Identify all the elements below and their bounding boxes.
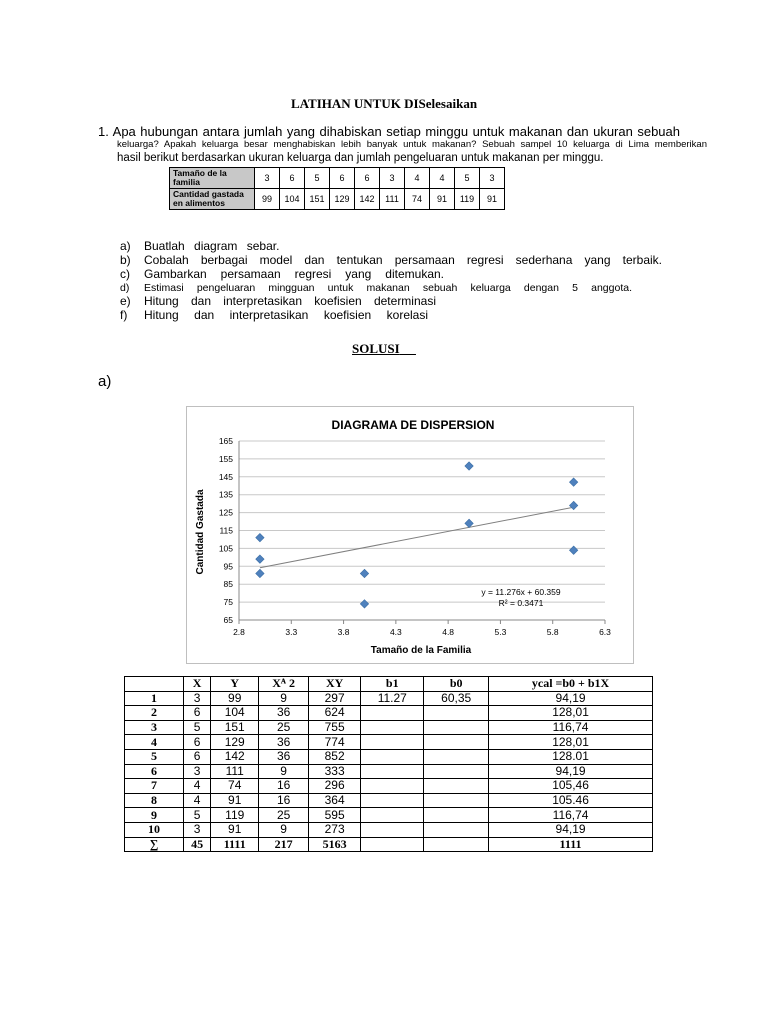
row-number: 10: [125, 822, 184, 837]
table-cell: 5: [184, 720, 211, 735]
table-cell: 74: [211, 779, 259, 794]
y-tick-label: 95: [223, 561, 233, 572]
task-label: c): [120, 267, 130, 281]
data-cell: 6: [330, 168, 355, 189]
table-cell: 45: [184, 837, 211, 852]
x-tick-label: 5.8: [546, 627, 559, 637]
data-cell: 91: [430, 189, 455, 210]
table-cell: [361, 822, 424, 837]
data-cell: 6: [280, 168, 305, 189]
question-number-inline: 1.: [98, 124, 109, 139]
task-d: [120, 282, 664, 294]
table-cell: [361, 720, 424, 735]
solusi-heading: [0, 341, 768, 357]
y-tick-label: 165: [218, 436, 233, 446]
table-cell: 119: [211, 808, 259, 823]
table-cell: [424, 837, 489, 852]
table-cell: ycal =b0 + b1X: [489, 677, 653, 692]
y-tick-label: 125: [218, 507, 233, 518]
table-cell: [361, 735, 424, 750]
table-cell: [361, 706, 424, 721]
row-number: 4: [125, 735, 184, 750]
y-tick-label: 85: [223, 579, 233, 590]
table-cell: Xᴬ 2: [259, 677, 309, 692]
x-tick-label: 6.3: [599, 627, 611, 637]
table-cell: 1111: [489, 837, 653, 852]
table-cell: 105.46: [489, 793, 653, 808]
data-cell: 3: [255, 168, 280, 189]
table-cell: 25: [259, 720, 309, 735]
x-tick-label: 5.3: [494, 627, 507, 637]
row-number: [125, 677, 184, 692]
table-cell: 5163: [309, 837, 361, 852]
data-point: [569, 478, 577, 486]
data-point: [569, 501, 577, 509]
table-cell: b0: [424, 677, 489, 692]
table-cell: [361, 808, 424, 823]
row-number: 5: [125, 749, 184, 764]
table-cell: 105,46: [489, 779, 653, 794]
task-label: f): [120, 308, 128, 322]
chart-ylabel: Cantidad Gastada: [195, 489, 206, 575]
question-line-3: hasil berikut berdasarkan ukuran keluarga dan jumlah pengeluaran untuk makanan per minggu.: [117, 152, 604, 164]
data-point: [360, 600, 368, 608]
table-cell: 142: [211, 749, 259, 764]
scatter-chart-frame: [186, 406, 634, 664]
table-cell: 364: [309, 793, 361, 808]
table-cell: 94,19: [489, 764, 653, 779]
table-cell: 3: [184, 764, 211, 779]
data-cell: 5: [305, 168, 330, 189]
task-f: [120, 308, 664, 322]
table-row: [125, 735, 653, 750]
task-text: Cobalah berbagai model dan tentukan persamaan regresi sederhana yang terbaik.: [144, 253, 662, 267]
data-point: [360, 569, 368, 577]
chart-xlabel: Tamaño de la Familia: [370, 645, 472, 656]
task-b: [120, 253, 664, 267]
table-cell: 4: [184, 793, 211, 808]
solution-table: [124, 676, 653, 852]
row-number: 1: [125, 691, 184, 706]
section-a-label: a): [98, 373, 112, 390]
data-cell: 99: [255, 189, 280, 210]
table-cell: 1111: [211, 837, 259, 852]
table-cell: 624: [309, 706, 361, 721]
table-row: [125, 720, 653, 735]
table-row: [125, 749, 653, 764]
data-point: [569, 546, 577, 554]
task-c: [120, 267, 664, 281]
row-number: 7: [125, 779, 184, 794]
y-tick-label: 155: [218, 453, 233, 464]
question-text-1: Apa hubungan antara jumlah yang dihabiskan setiap minggu untuk makanan dan ukuran sebuah: [112, 124, 680, 139]
data-table: [169, 167, 505, 210]
table-row: [125, 779, 653, 794]
question-line-1: [98, 124, 680, 139]
table-cell: Y: [211, 677, 259, 692]
data-cell: 4: [430, 168, 455, 189]
scatter-chart: [187, 407, 633, 663]
task-label: a): [120, 239, 131, 253]
data-table-label: Cantidad gastada en alimentos: [170, 189, 255, 210]
table-cell: 16: [259, 793, 309, 808]
data-cell: 151: [305, 189, 330, 210]
row-number: 2: [125, 706, 184, 721]
table-cell: 60,35: [424, 691, 489, 706]
task-label: b): [120, 253, 131, 267]
data-point: [256, 533, 264, 541]
table-cell: [361, 793, 424, 808]
task-e: [120, 294, 664, 308]
table-cell: 94,19: [489, 691, 653, 706]
table-cell: X: [184, 677, 211, 692]
data-point: [465, 462, 473, 470]
task-a: [120, 239, 664, 253]
table-cell: 36: [259, 749, 309, 764]
table-sum-row: [125, 837, 653, 852]
table-cell: 297: [309, 691, 361, 706]
table-row: [125, 822, 653, 837]
trendline: [260, 507, 574, 568]
table-cell: 6: [184, 749, 211, 764]
table-cell: 5: [184, 808, 211, 823]
table-cell: 852: [309, 749, 361, 764]
table-cell: 151: [211, 720, 259, 735]
data-cell: 104: [280, 189, 305, 210]
table-cell: [424, 706, 489, 721]
table-cell: 116,74: [489, 720, 653, 735]
table-row: [125, 706, 653, 721]
page-title: LATIHAN UNTUK DISelesaikan: [290, 96, 478, 111]
row-number: 6: [125, 764, 184, 779]
table-cell: 9: [259, 764, 309, 779]
x-tick-label: 3.8: [337, 627, 350, 637]
y-tick-label: 65: [223, 615, 233, 625]
table-cell: 128,01: [489, 706, 653, 721]
y-tick-label: 75: [223, 597, 233, 608]
table-cell: [424, 779, 489, 794]
y-tick-label: 105: [218, 543, 233, 554]
task-text: Estimasi pengeluaran mingguan untuk makanan sebuah keluarga dengan 5 anggota.: [144, 282, 632, 294]
chart-title: DIAGRAMA DE DISPERSION: [331, 418, 495, 432]
table-cell: 3: [184, 691, 211, 706]
table-cell: [424, 793, 489, 808]
table-cell: XY: [309, 677, 361, 692]
table-cell: 94,19: [489, 822, 653, 837]
table-cell: [424, 735, 489, 750]
task-text: Hitung dan interpretasikan koefisien korelasi: [144, 308, 428, 322]
data-cell: 6: [355, 168, 380, 189]
table-cell: [424, 764, 489, 779]
row-number: ∑: [125, 837, 184, 852]
task-label: d): [120, 282, 130, 294]
row-number: 8: [125, 793, 184, 808]
table-cell: 273: [309, 822, 361, 837]
table-row: [125, 808, 653, 823]
trendline-equation: y = 11.276x + 60.359: [481, 587, 561, 597]
table-cell: 595: [309, 808, 361, 823]
table-cell: [361, 779, 424, 794]
table-cell: [361, 749, 424, 764]
y-tick-label: 115: [219, 525, 233, 536]
data-cell: 4: [405, 168, 430, 189]
data-cell: 3: [380, 168, 405, 189]
table-cell: [424, 808, 489, 823]
table-cell: 755: [309, 720, 361, 735]
data-cell: 129: [330, 189, 355, 210]
table-cell: 16: [259, 779, 309, 794]
table-cell: [424, 720, 489, 735]
table-cell: 91: [211, 822, 259, 837]
data-cell: 111: [380, 189, 405, 210]
x-tick-label: 4.3: [389, 627, 402, 637]
data-point: [256, 569, 264, 577]
table-cell: 9: [259, 822, 309, 837]
table-cell: 129: [211, 735, 259, 750]
table-cell: 11.27: [361, 691, 424, 706]
data-table-label: Tamaño de la familia: [170, 168, 255, 189]
table-cell: b1: [361, 677, 424, 692]
x-tick-label: 4.8: [442, 627, 455, 637]
task-text: Hitung dan interpretasikan koefisien determinasi: [144, 294, 436, 308]
table-cell: [361, 837, 424, 852]
table-cell: 36: [259, 706, 309, 721]
data-cell: 5: [455, 168, 480, 189]
table-cell: 333: [309, 764, 361, 779]
table-cell: 296: [309, 779, 361, 794]
table-cell: 3: [184, 822, 211, 837]
table-header-row: [125, 677, 653, 692]
y-tick-label: 145: [218, 471, 233, 482]
task-text: Buatlah diagram sebar.: [144, 239, 280, 253]
table-cell: 9: [259, 691, 309, 706]
table-cell: 116,74: [489, 808, 653, 823]
table-cell: 104: [211, 706, 259, 721]
table-cell: 36: [259, 735, 309, 750]
solusi-heading-text: SOLUSI: [352, 341, 400, 356]
data-cell: 119: [455, 189, 480, 210]
table-row: [125, 764, 653, 779]
data-table-row-amount: [170, 189, 505, 210]
table-cell: [424, 822, 489, 837]
data-cell: 142: [355, 189, 380, 210]
table-cell: 774: [309, 735, 361, 750]
table-cell: 99: [211, 691, 259, 706]
data-point: [465, 519, 473, 527]
table-cell: 6: [184, 706, 211, 721]
table-cell: [361, 764, 424, 779]
task-text: Gambarkan persamaan regresi yang ditemukan.: [144, 267, 444, 281]
data-cell: 91: [480, 189, 505, 210]
x-tick-label: 2.8: [233, 627, 245, 637]
table-cell: 91: [211, 793, 259, 808]
y-tick-label: 135: [218, 489, 233, 500]
table-cell: [424, 749, 489, 764]
data-table-row-size: [170, 168, 505, 189]
table-cell: 111: [211, 764, 259, 779]
row-number: 9: [125, 808, 184, 823]
trendline-r2: R² = 0.3471: [498, 598, 544, 608]
table-row: [125, 793, 653, 808]
table-cell: 6: [184, 735, 211, 750]
table-cell: 128,01: [489, 735, 653, 750]
table-cell: 128.01: [489, 749, 653, 764]
table-row: [125, 691, 653, 706]
row-number: 3: [125, 720, 184, 735]
data-point: [256, 555, 264, 563]
task-label: e): [120, 294, 131, 308]
question-line-2: keluarga? Apakah keluarga besar menghabiskan lebih banyak untuk makanan? Sebuah sampel 10 keluarga di Lima memberikan: [117, 139, 707, 150]
table-cell: 217: [259, 837, 309, 852]
data-cell: 3: [480, 168, 505, 189]
x-tick-label: 3.3: [285, 627, 298, 637]
data-cell: 74: [405, 189, 430, 210]
table-cell: 25: [259, 808, 309, 823]
table-cell: 4: [184, 779, 211, 794]
